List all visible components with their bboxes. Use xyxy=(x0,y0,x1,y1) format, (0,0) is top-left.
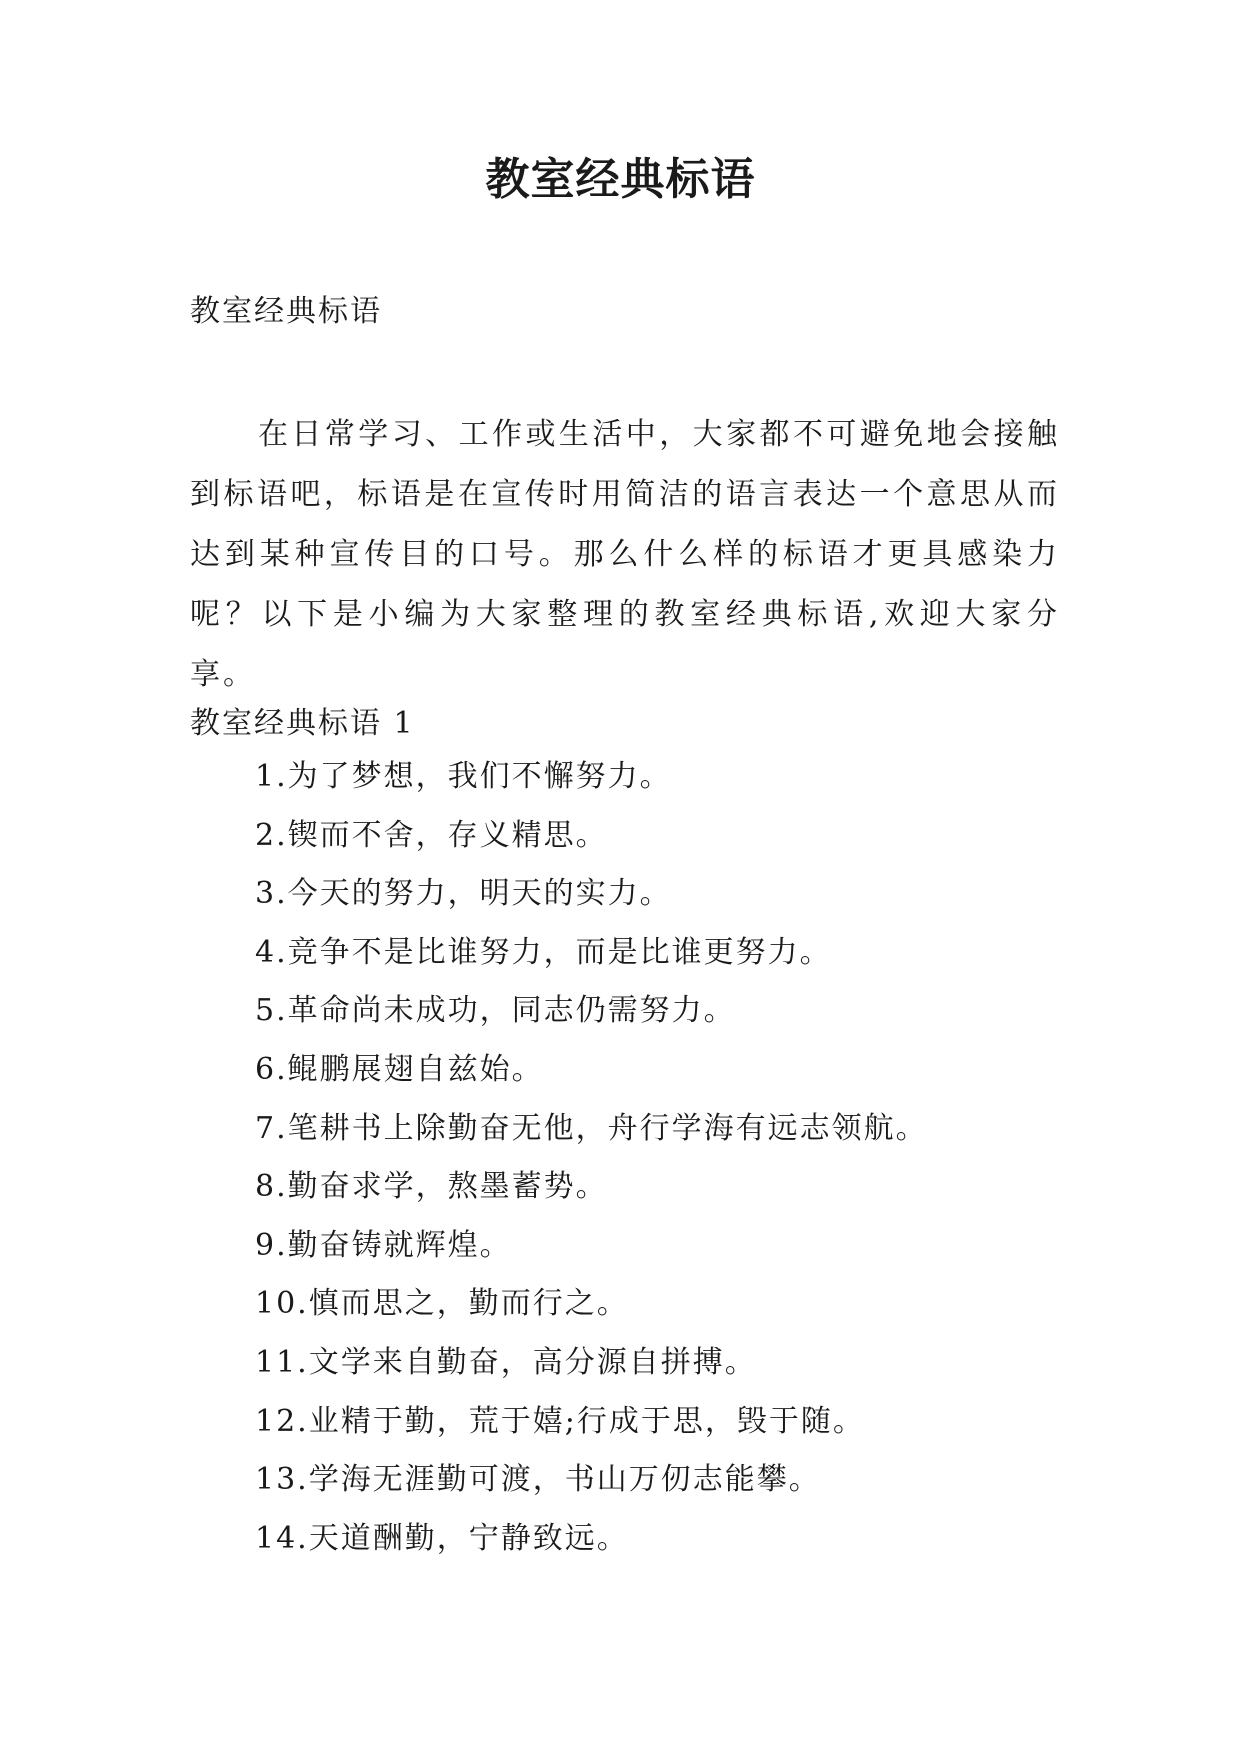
list-item: 13.学海无涯勤可渡，书山万仞志能攀。 xyxy=(255,1462,821,1498)
list-item: 4.竞争不是比谁努力，而是比谁更努力。 xyxy=(255,934,832,970)
list-item: 7.笔耕书上除勤奋无他，舟行学海有远志领航。 xyxy=(255,1110,928,1146)
list-item: 2.锲而不舍，存义精思。 xyxy=(255,817,608,853)
list-item: 5.革命尚未成功，同志仍需努力。 xyxy=(255,993,736,1029)
list-item: 12.业精于勤，荒于嬉;行成于思，毁于随。 xyxy=(255,1403,865,1439)
document-title: 教室经典标语 xyxy=(485,154,756,205)
list-item: 6.鲲鹏展翅自兹始。 xyxy=(255,1051,544,1087)
list-item: 11.文学来自勤奋，高分源自拼搏。 xyxy=(255,1344,757,1380)
intro-paragraph: 在日常学习、工作或生活中，大家都不可避免地会接触到标语吧，标语是在宣传时用简洁的语言表达一个意思从而达到某种宣传目的口号。那么什么样的标语才更具感染力呢？以下是小编为大家整理的教室经典标语,欢迎大家分享。 xyxy=(190,417,1060,692)
list-item: 8.勤奋求学，熬墨蓄势。 xyxy=(255,1169,608,1205)
list-item: 1.为了梦想，我们不懈努力。 xyxy=(255,759,672,794)
section-title: 教室经典标语 1 xyxy=(190,706,415,741)
list-item: 10.慎而思之，勤而行之。 xyxy=(255,1286,629,1322)
list-item: 9.勤奋铸就辉煌。 xyxy=(255,1227,512,1263)
list-item: 14.天道酬勤，宁静致远。 xyxy=(255,1520,629,1556)
slogan-list xyxy=(255,755,928,1575)
list-item: 3.今天的努力，明天的实力。 xyxy=(255,876,672,912)
document-subtitle: 教室经典标语 xyxy=(190,294,382,329)
